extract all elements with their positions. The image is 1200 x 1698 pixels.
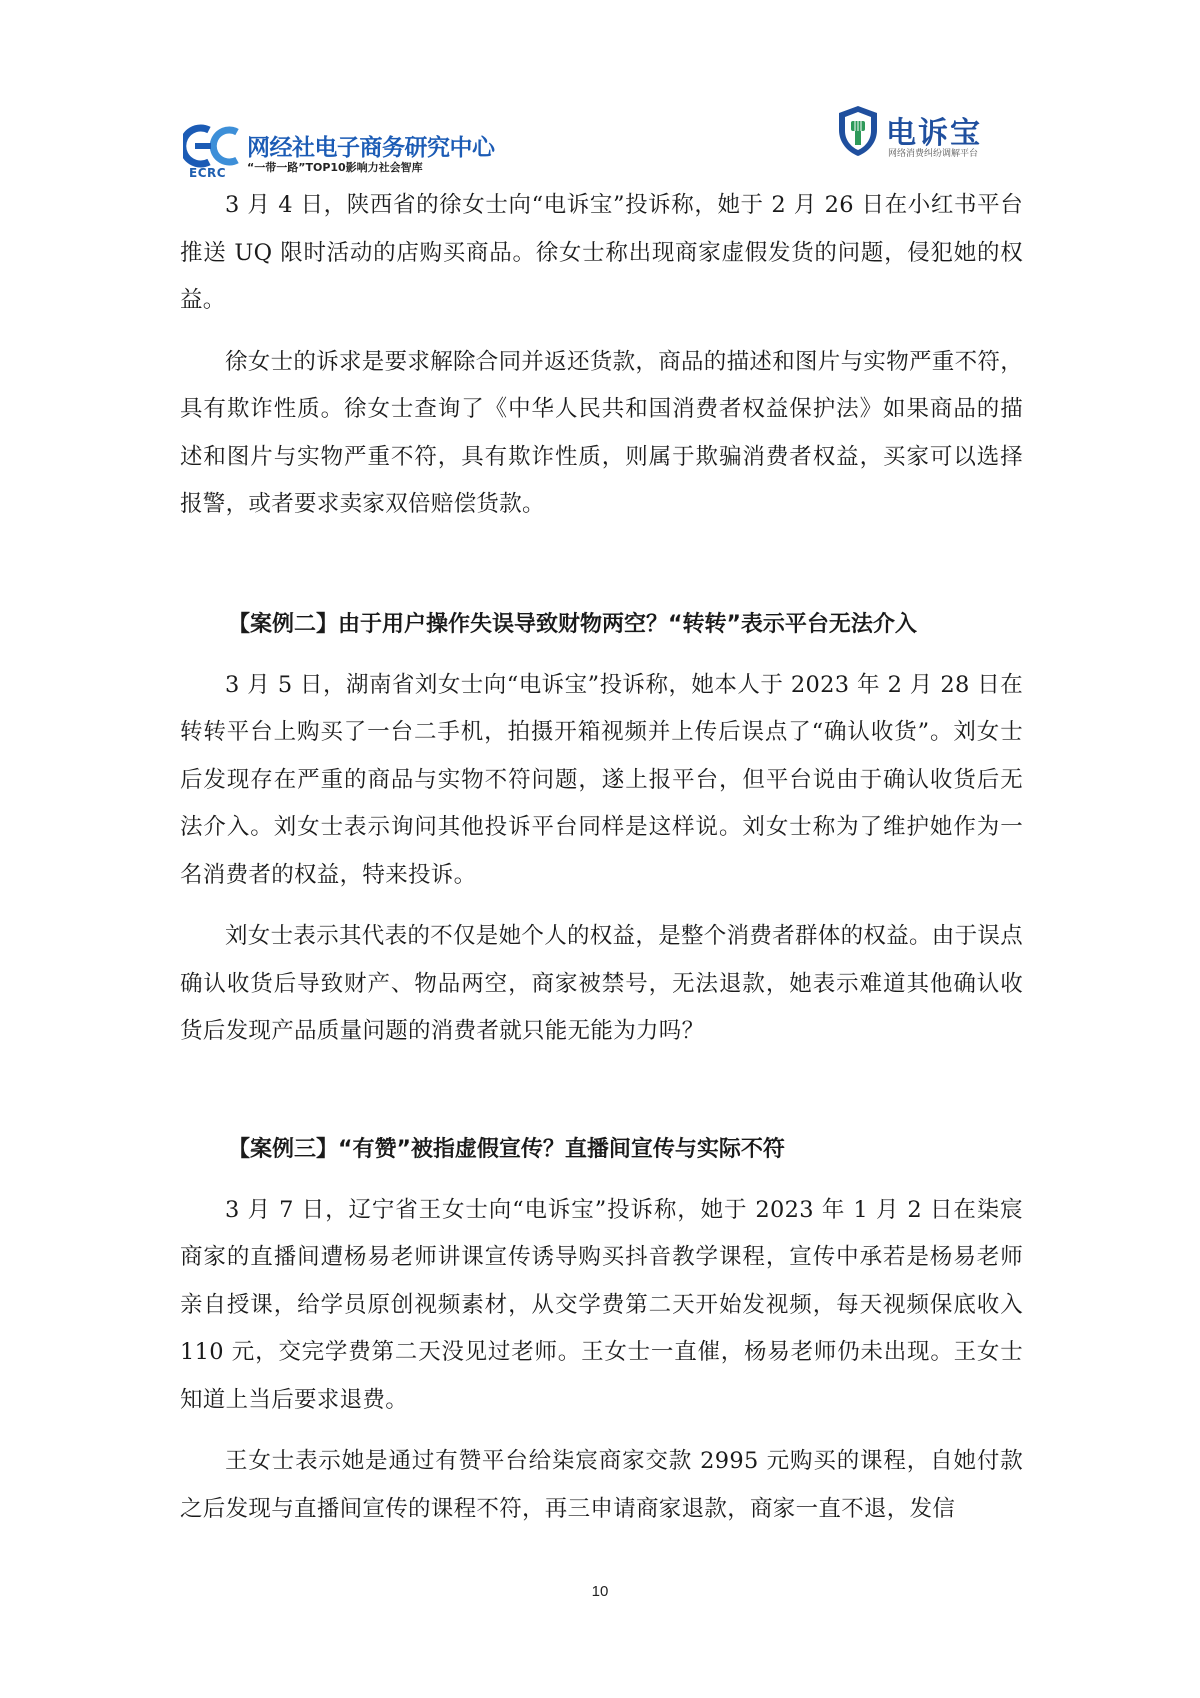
org-slogan: “一带一路”TOP10影响力社会智库: [247, 161, 423, 174]
brand-name: 电诉宝: [886, 116, 982, 151]
section-spacer: [180, 1070, 1023, 1126]
ecrc-mark-text: ECRC: [189, 166, 227, 180]
page-number: 10: [591, 1583, 609, 1600]
case3-title: 【案例三】“有赞”被指虚假宣传？直播间宣传与实际不符: [228, 1136, 785, 1162]
case3-paragraph-2: 王女士表示她是通过有赞平台给柒宸商家交款 2995 元购买的课程，自她付款之后发现与直播间宣传的课程不符，再三申请商家退款，商家一直不退，发信: [180, 1448, 1023, 1522]
org-name: 网经社电子商务研究中心: [247, 135, 495, 161]
intro-paragraph-1: 3 月 4 日，陕西省的徐女士向“电诉宝”投诉称，她于 2 月 26 日在小红书平台推送 UQ 限时活动的店购买商品。徐女士称出现商家虚假发货的问题，侵犯她的权益。: [180, 192, 1023, 313]
dianshubao-logo: [836, 104, 1016, 164]
case2-title: 【案例二】由于用户操作失误导致财物两空？“转转”表示平台无法介入: [228, 611, 917, 637]
ecrc-logo: [183, 124, 503, 184]
brand-subtitle: 网络消费纠纷调解平台: [888, 149, 979, 159]
case2-paragraph-1: 3 月 5 日，湖南省刘女士向“电诉宝”投诉称，她本人于 2023 年 2 月 28 日在转转平台上购买了一台二手机，拍摄开箱视频并上传后误点了“确认收货”。刘女士后发现存在严重的商品与实物不符问题，遂上报平台，但平台说由于确认收货后无法介入。刘女士表示询问其他投诉平台同样是这样说。刘女士称为了维护她作为一名消费者的权益，特来投诉。: [180, 671, 1023, 888]
case3-paragraph-1: 3 月 7 日，辽宁省王女士向“电诉宝”投诉称，她于 2023 年 1 月 2 日在柒宸商家的直播间遭杨易老师讲课宣传诱导购买抖音教学课程，宣传中承若是杨易老师亲自授课，给学员原创视频素材，从交学费第二天开始发视频，每天视频保底收入 110 元，交完学费第二天没见过老师。王女士一直催，杨易老师仍未出现。王女士知道上当后要求退费。: [180, 1196, 1023, 1413]
page-header: [0, 0, 1200, 190]
document-body: [180, 182, 1023, 1547]
intro-paragraph-2: 徐女士的诉求是要求解除合同并返还货款，商品的描述和图片与实物严重不符，具有欺诈性质。徐女士查询了《中华人民共和国消费者权益保护法》如果商品的描述和图片与实物严重不符，具有欺诈性质，则属于欺骗消费者权益，买家可以选择报警，或者要求卖家双倍赔偿货款。: [180, 348, 1024, 517]
ecrc-mark-icon: [183, 124, 243, 170]
shield-fist-icon: [836, 104, 880, 158]
section-spacer: [180, 543, 1023, 601]
case2-paragraph-2: 刘女士表示其代表的不仅是她个人的权益，是整个消费者群体的权益。由于误点确认收货后导致财产、物品两空，商家被禁号，无法退款，她表示难道其他确认收货后发现产品质量问题的消费者就只能无能为力吗？: [180, 923, 1024, 1044]
